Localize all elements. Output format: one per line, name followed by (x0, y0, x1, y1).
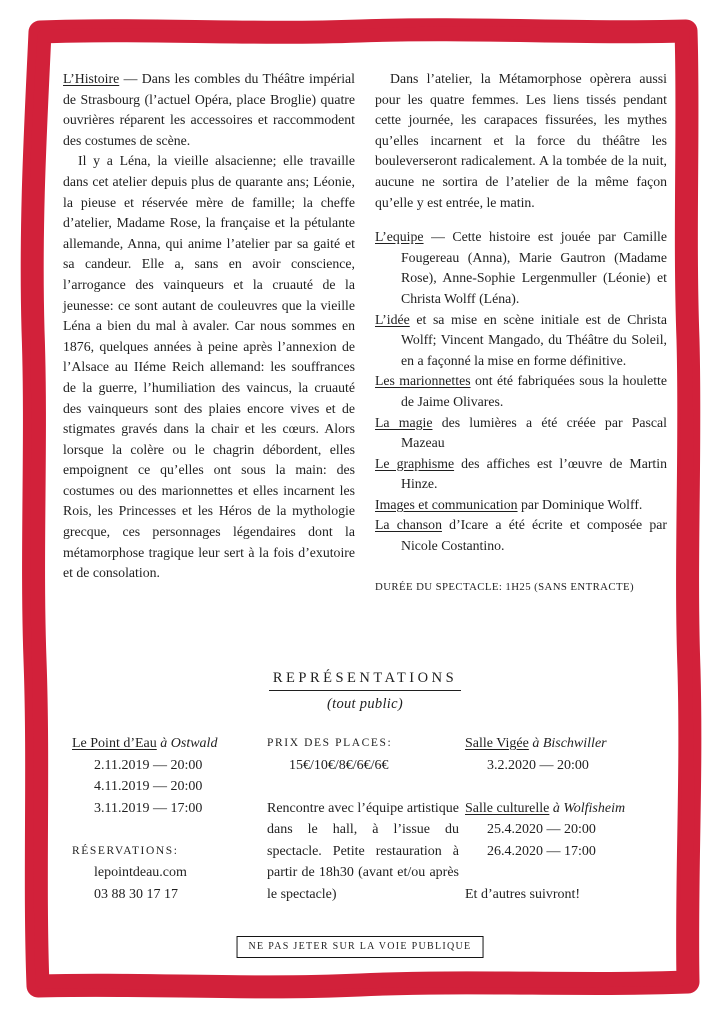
credit-lead: La chanson (375, 517, 442, 533)
venue-line (72, 733, 264, 755)
credit-item (375, 371, 667, 412)
spacer (465, 776, 667, 798)
venue-name: Salle Vigée (465, 736, 529, 751)
histoire-heading: L’Histoire (63, 71, 120, 86)
showtime-line: 4.11.2019 — 20:00 (94, 779, 203, 794)
section-label: PRIX DES PLACES: (267, 737, 393, 749)
credit-item (375, 227, 667, 309)
showtime-line: lepointdeau.com (94, 865, 187, 880)
credit-item (375, 454, 667, 495)
venue-column-2 (465, 733, 667, 905)
showtime-line: 26.4.2020 — 17:00 (487, 843, 596, 859)
representations-header (63, 669, 667, 713)
credit-text: ont été fabriquées sous la houlette de Jaime Olivares. (401, 373, 667, 409)
venue-city: à Wolfisheim (552, 800, 626, 816)
info-paragraph: Rencontre avec l’équipe artistique dans le hall, à l’issue du spectacle. Petite restauration à partir de 18h30 (avant et/ou après le spectacle) (267, 800, 459, 902)
credit-text: — Cette histoire est jouée par Camille Fougereau (Anna), Marie Gautron (Madame Rose), Anne-Sophie Lergenmuller (Léonie) et Christa Wolff (Léna). (401, 229, 667, 306)
credit-lead: L’idée (375, 311, 410, 327)
venue-city: à Bischwiller (532, 736, 607, 751)
atelier-paragraph: Dans l’atelier, la Métamorphose opèrera aussi pour les quatre femmes. Les liens tissés pendant cette journée, les carapaces fissurées, les mythes qu’elles incarnent et la force du théâtre les bouleverseront radicalement. A la tombée de la nuit, aucune ne sortira de l’atelier de la même façon qu’elle y est entrée, le matin. (375, 71, 667, 210)
spacer (465, 862, 667, 884)
spacer (72, 819, 264, 841)
showtime-line: 03 88 30 17 17 (94, 886, 178, 902)
credit-lead: Le graphisme (375, 455, 455, 471)
representations-grid (63, 733, 667, 913)
spacer (267, 776, 459, 798)
venue-name: Le Point d’Eau (72, 736, 157, 751)
showtime-line: 3.11.2019 — 17:00 (94, 800, 203, 816)
credit-item (375, 515, 667, 556)
venue-column-1 (72, 733, 264, 905)
credit-text: des affiches est l’œuvre de Martin Hinze. (401, 455, 667, 492)
duration-line: DURÉE DU SPECTACLE: 1H25 (SANS ENTRACTE) (375, 580, 634, 593)
credit-lead: La magie (375, 414, 433, 430)
credit-text: et sa mise en scène initiale est de Christa Wolff; Vincent Mangado, du Théâtre du Soleil, en a façonné la mise en forme définitive. (401, 311, 667, 368)
credit-text: des lumières a été créée par Pascal Mazeau (401, 414, 668, 451)
credit-item (375, 413, 667, 454)
credit-item (375, 310, 667, 372)
credit-item (375, 495, 667, 516)
section-label: RÉSERVATIONS: (72, 844, 179, 857)
showtime-line: 3.2.2020 — 20:00 (487, 757, 589, 773)
histoire-text: — Dans les combles du Théâtre impérial de Strasbourg (l’actuel Opéra, place Broglie) quatre ouvrières réparent les accessoires et raccommodent des costumes de scène. (63, 71, 355, 148)
credits-list (375, 227, 667, 557)
column-histoire (63, 69, 355, 584)
credit-lead: L’equipe (375, 229, 424, 245)
story-columns (63, 69, 667, 647)
representations-title: REPRÉSENTATIONS (269, 670, 461, 691)
histoire-paragraph-1 (63, 69, 355, 151)
public-notice: NE PAS JETER SUR LA VOIE PUBLIQUE (237, 936, 484, 958)
credit-text: par Dominique Wolff. (517, 496, 643, 512)
showtime-line: 25.4.2020 — 20:00 (487, 822, 596, 837)
representations-subtitle: (tout public) (327, 696, 403, 712)
venue-line (465, 733, 667, 755)
venue-city: à Ostwald (160, 736, 218, 751)
showtime-line: 2.11.2019 — 20:00 (94, 757, 203, 773)
histoire-paragraph-2: Il y a Léna, la vieille alsacienne; elle travaille dans cet atelier depuis plus de quarante ans; Léonie, la pieuse et réservée mère de famille; la cheffe d’atelier, Madame Rose, la française et la pétulante allemande, Anna, qui anime l’atelier par sa gaité et sa candeur. Elle a, sans en avoir conscience, l’arrogance des vainqueurs et la cruauté de la jeunesse: ce sont autant de couleuvres que la vieille Léna a bien du mal à avaler. Car nous sommes en 1876, quelques années à peine après l’annexion de l’Alsace au IIéme Reich allemand: les souffrances de la guerre, l’humiliation des vaincus, la cruauté des vainqueurs sont des plaies encore vives et de stigmates gravés dans la chair et les cœurs. Alors lorsque la colère ou le chagrin débordent, elles empoignent ce qu’elles ont sous la main: des costumes ou des marionnettes et elles incarnent les Rois, les Princesses et les Héros de la mythologie grecque, ces personnages légendaires dont la métamorphose tragique leur sert à la fois d’exutoire et de consolation. (63, 153, 355, 581)
column-atelier (375, 69, 667, 597)
venue-line (465, 798, 667, 820)
showtime-line: 15€/10€/8€/6€/6€ (289, 757, 389, 773)
info-column (267, 733, 459, 905)
flyer-content (63, 69, 667, 913)
more-line: Et d’autres suivront! (465, 886, 581, 902)
venue-name: Salle culturelle (465, 800, 550, 816)
credit-lead: Images et communication (375, 496, 518, 512)
credit-lead: Les marionnettes (375, 373, 471, 389)
credit-text: d’Icare a été écrite et composée par Nicole Costantino. (401, 517, 667, 554)
